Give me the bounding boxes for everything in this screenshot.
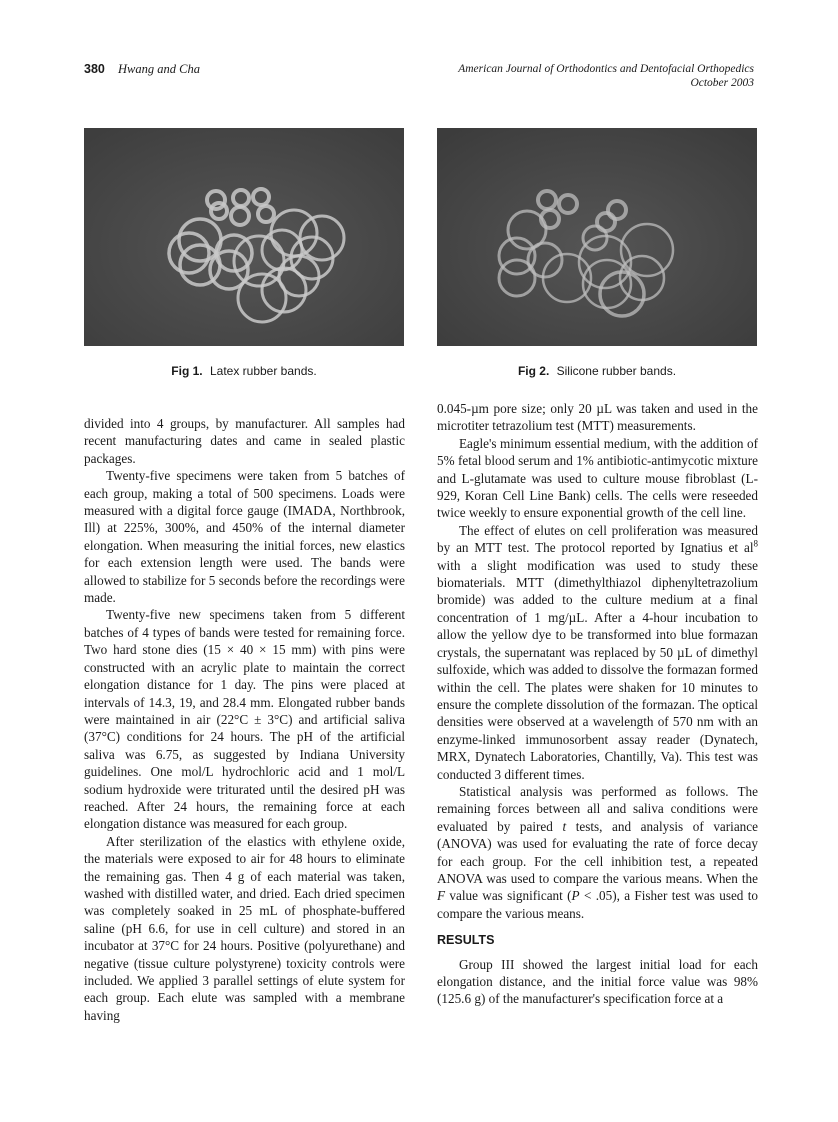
- paragraph-results: Group III showed the largest initial load for each elongation distance, and the initial force value was 98% (125.6 g) of the manufacturer's specification force at a: [437, 956, 758, 1007]
- paragraph-initial-force: Twenty-five specimens were taken from 5 batches of each group, making a total of 500 specimens. Loads were measured with a digital force gauge (IMADA, Northbrook, Ill) at 225%, 300%, and 450% of the internal diameter elongation. When measuring the initial forces, new elastics for each extension length were used. The bands were allowed to stabilize for 5 seconds before the recordings were made.: [84, 468, 405, 606]
- silicone-bands-photo: [437, 128, 757, 346]
- mtt-text-part1: The effect of elutes on cell proliferation was measured by an MTT test. The protocol reported by Ignatius et al: [437, 522, 758, 556]
- page-number: 380: [84, 62, 105, 76]
- figure-1-label: Fig 1.: [171, 364, 203, 378]
- paragraph-groups-continuation: divided into 4 groups, by manufacturer. All samples had recent manufacturing dates and came in sealed plastic packages.: [84, 416, 405, 466]
- running-head: [84, 62, 754, 98]
- stats-text-1: Statistical analysis was performed as follows. The remaining forces between all and saliva conditions were evaluated by paired: [437, 783, 758, 834]
- paragraph-statistics: [437, 783, 758, 922]
- mtt-text-part2: with a slight modification was used to study these biomaterials. MTT (dimethylthiazol diphenyltetrazolium bromide) was added to the culture medium at a final concentration of 1 mg/µL. After a 4-hour incubation to allow the yellow dye to be transformed into blue formazan crystals, the supernatant was replaced by 50 µL of dimethyl sulfoxide, which was added to dissolve the formazan formed within the cell. The plates were shaken for 10 minutes to ensure the complete dissolution of the formazan. The optical densities were observed at a wavelength of 570 nm with an enzyme-linked immunosorbent assay reader (Dynatech, MRX, Dynatech Laboratories, Chantilly, Va). This test was conducted 3 different times.: [437, 557, 758, 782]
- issue-date: October 2003: [690, 77, 754, 89]
- stats-text-3: value was significant (: [445, 888, 572, 904]
- rubber-bands-image-icon: [84, 128, 404, 346]
- figure-1: [84, 128, 404, 378]
- paragraph-pore-size: 0.045-µm pore size; only 20 µL was taken and used in the microtiter tetrazolium test (MTT) measurements.: [437, 401, 758, 434]
- running-head-authors: Hwang and Cha: [118, 62, 200, 76]
- paragraph-mtt-test: [437, 522, 758, 783]
- results-heading: RESULTS: [437, 933, 495, 948]
- left-column: [84, 415, 405, 1024]
- figure-1-caption: [84, 364, 404, 378]
- figure-2-label: Fig 2.: [517, 364, 550, 378]
- right-column: [437, 400, 758, 1008]
- paragraph-cell-culture: Eagle's minimum essential medium, with the addition of 5% fetal blood serum and 1% antibiotic-antimycotic mixture and L-glutamate was used to culture mouse fibroblast (L-929, Koran Cell Line Bank) cells. The cells were reseeded twice weekly to ensure exponential growth of the cell line.: [437, 435, 758, 521]
- figure-2-caption: [437, 364, 757, 378]
- figure-2-caption-text: Silicone rubber bands.: [556, 364, 677, 378]
- stats-text-2: tests, and analysis of variance (ANOVA) was used for evaluating the rate of force decay for each group. For the cell inhibition test, a repeated ANOVA was used to compare the various means. When the: [437, 818, 758, 886]
- figure-1-caption-text: Latex rubber bands.: [209, 364, 317, 378]
- reference-superscript: 8: [753, 538, 758, 549]
- rubber-bands-image-icon: [437, 128, 757, 346]
- paragraph-remaining-force: Twenty-five new specimens taken from 5 different batches of 4 types of bands were tested for remaining force. Two hard stone dies (15 × 40 × 15 mm) with pins were constructed with an acrylic plate to maintain the correct elongation distance for 1 day. The pins were placed at intervals of 14.3, 19, and 28.4 mm. Elongated rubber bands were maintained in air (22°C ± 3°C) and artificial saliva (37°C) conditions for 24 hours. The pH of the artificial saliva was 6.75, as suggested by Indiana University guidelines. One mol/L hydrochloric acid and 1 mol/L sodium hydroxide were triturated until the desired pH was reached. After 24 hours, the remaining force at each elongation distance was measured for each group.: [84, 607, 405, 832]
- journal-title-block: [458, 62, 754, 90]
- paragraph-sterilization: After sterilization of the elastics with ethylene oxide, the materials were exposed to air for 48 hours to eliminate the remaining gas. Then 4 g of each material was taken, washed with distilled water, and dried. Each dried specimen was completely soaked in 25 mL of phosphate-buffered saline (pH 6.6, for use in cell culture) and stored in an incubator at 37°C for 24 hours. Positive (polyurethane) and negative (tissue culture polystyrene) toxicity controls were included. We applied 3 parallel settings of elute system for each group. Each elute was sampled with a membrane having: [84, 833, 405, 1023]
- figure-2: [437, 128, 757, 378]
- journal-title: American Journal of Orthodontics and Dentofacial Orthopedics: [458, 63, 754, 75]
- stats-p-symbol: P: [571, 888, 580, 904]
- latex-bands-photo: [84, 128, 404, 346]
- stats-f-symbol: F: [437, 888, 446, 904]
- stats-t-symbol: t: [562, 818, 567, 834]
- stats-text-4: < .05), a Fisher test was used to compare the various means.: [437, 888, 758, 921]
